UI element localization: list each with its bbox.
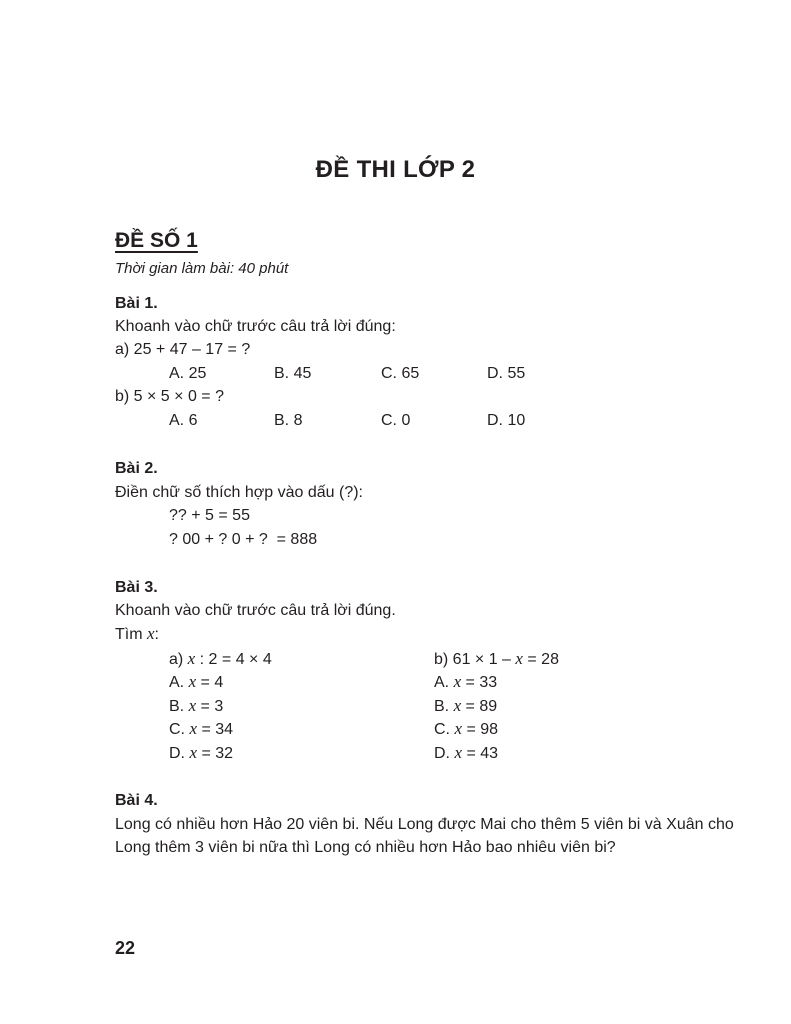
page-number: 22 — [115, 938, 136, 958]
bai1-b-option: D. 10 — [487, 412, 526, 429]
bai3-a-option: C. x = 34 — [169, 719, 234, 738]
math-var: x — [188, 696, 197, 715]
math-var: x — [453, 696, 462, 715]
bai3-find: Tìm x: — [115, 624, 159, 643]
math-var: x — [189, 719, 197, 738]
bai3-a-option: D. x = 32 — [169, 743, 234, 762]
bai3-label: Bài 3. — [115, 579, 158, 596]
math-var: x — [453, 672, 462, 691]
bai2-line1: ?? + 5 = 55 — [169, 507, 250, 524]
bai3-b-option: B. x = 89 — [434, 696, 498, 715]
exam-time: Thời gian làm bài: 40 phút — [115, 260, 289, 277]
math-var: x — [454, 743, 462, 762]
bai2-instruction: Điền chữ số thích hợp vào dấu (?): — [115, 484, 363, 501]
bai1-a-question: a) 25 + 47 – 17 = ? — [115, 341, 251, 358]
bai3-b-question: b) 61 × 1 – x = 28 — [434, 649, 559, 668]
math-var: x — [189, 743, 197, 762]
bai4-label: Bài 4. — [115, 792, 158, 809]
bai2-label: Bài 2. — [115, 460, 158, 477]
bai3-a-question: a) x : 2 = 4 × 4 — [169, 649, 272, 668]
bai3-a-option: B. x = 3 — [169, 696, 224, 715]
bai3-b-option: C. x = 98 — [434, 719, 499, 738]
page-title: ĐỀ THI LỚP 2 — [315, 156, 476, 183]
bai3-instruction: Khoanh vào chữ trước câu trả lời đúng. — [115, 602, 396, 619]
bai1-a-option: A. 25 — [169, 365, 207, 382]
math-var: x — [147, 624, 155, 643]
bai4-line2: Long thêm 3 viên bi nữa thì Long có nhiều hơn Hảo bao nhiêu viên bi? — [115, 839, 616, 856]
math-var: x — [187, 649, 196, 668]
bai1-a-option: C. 65 — [381, 365, 420, 382]
math-var: x — [454, 719, 462, 738]
bai3-b-option: A. x = 33 — [434, 672, 498, 691]
bai1-label: Bài 1. — [115, 295, 158, 312]
bai2-line2: ? 00 + ? 0 + ? = 888 — [169, 531, 318, 548]
bai1-b-option: B. 8 — [274, 412, 303, 429]
bai3-a-option: A. x = 4 — [169, 672, 224, 691]
math-var: x — [188, 672, 197, 691]
bai1-b-question: b) 5 × 5 × 0 = ? — [115, 388, 224, 405]
math-var: x — [515, 649, 523, 668]
bai4-line1: Long có nhiều hơn Hảo 20 viên bi. Nếu Long được Mai cho thêm 5 viên bi và Xuân cho — [115, 816, 734, 833]
exam-heading: ĐỀ SỐ 1 — [115, 229, 198, 252]
bai1-b-option: C. 0 — [381, 412, 411, 429]
bai1-a-option: B. 45 — [274, 365, 312, 382]
bai1-b-option: A. 6 — [169, 412, 198, 429]
bai1-instruction: Khoanh vào chữ trước câu trả lời đúng: — [115, 318, 396, 335]
bai3-b-option: D. x = 43 — [434, 743, 499, 762]
bai1-a-option: D. 55 — [487, 365, 526, 382]
